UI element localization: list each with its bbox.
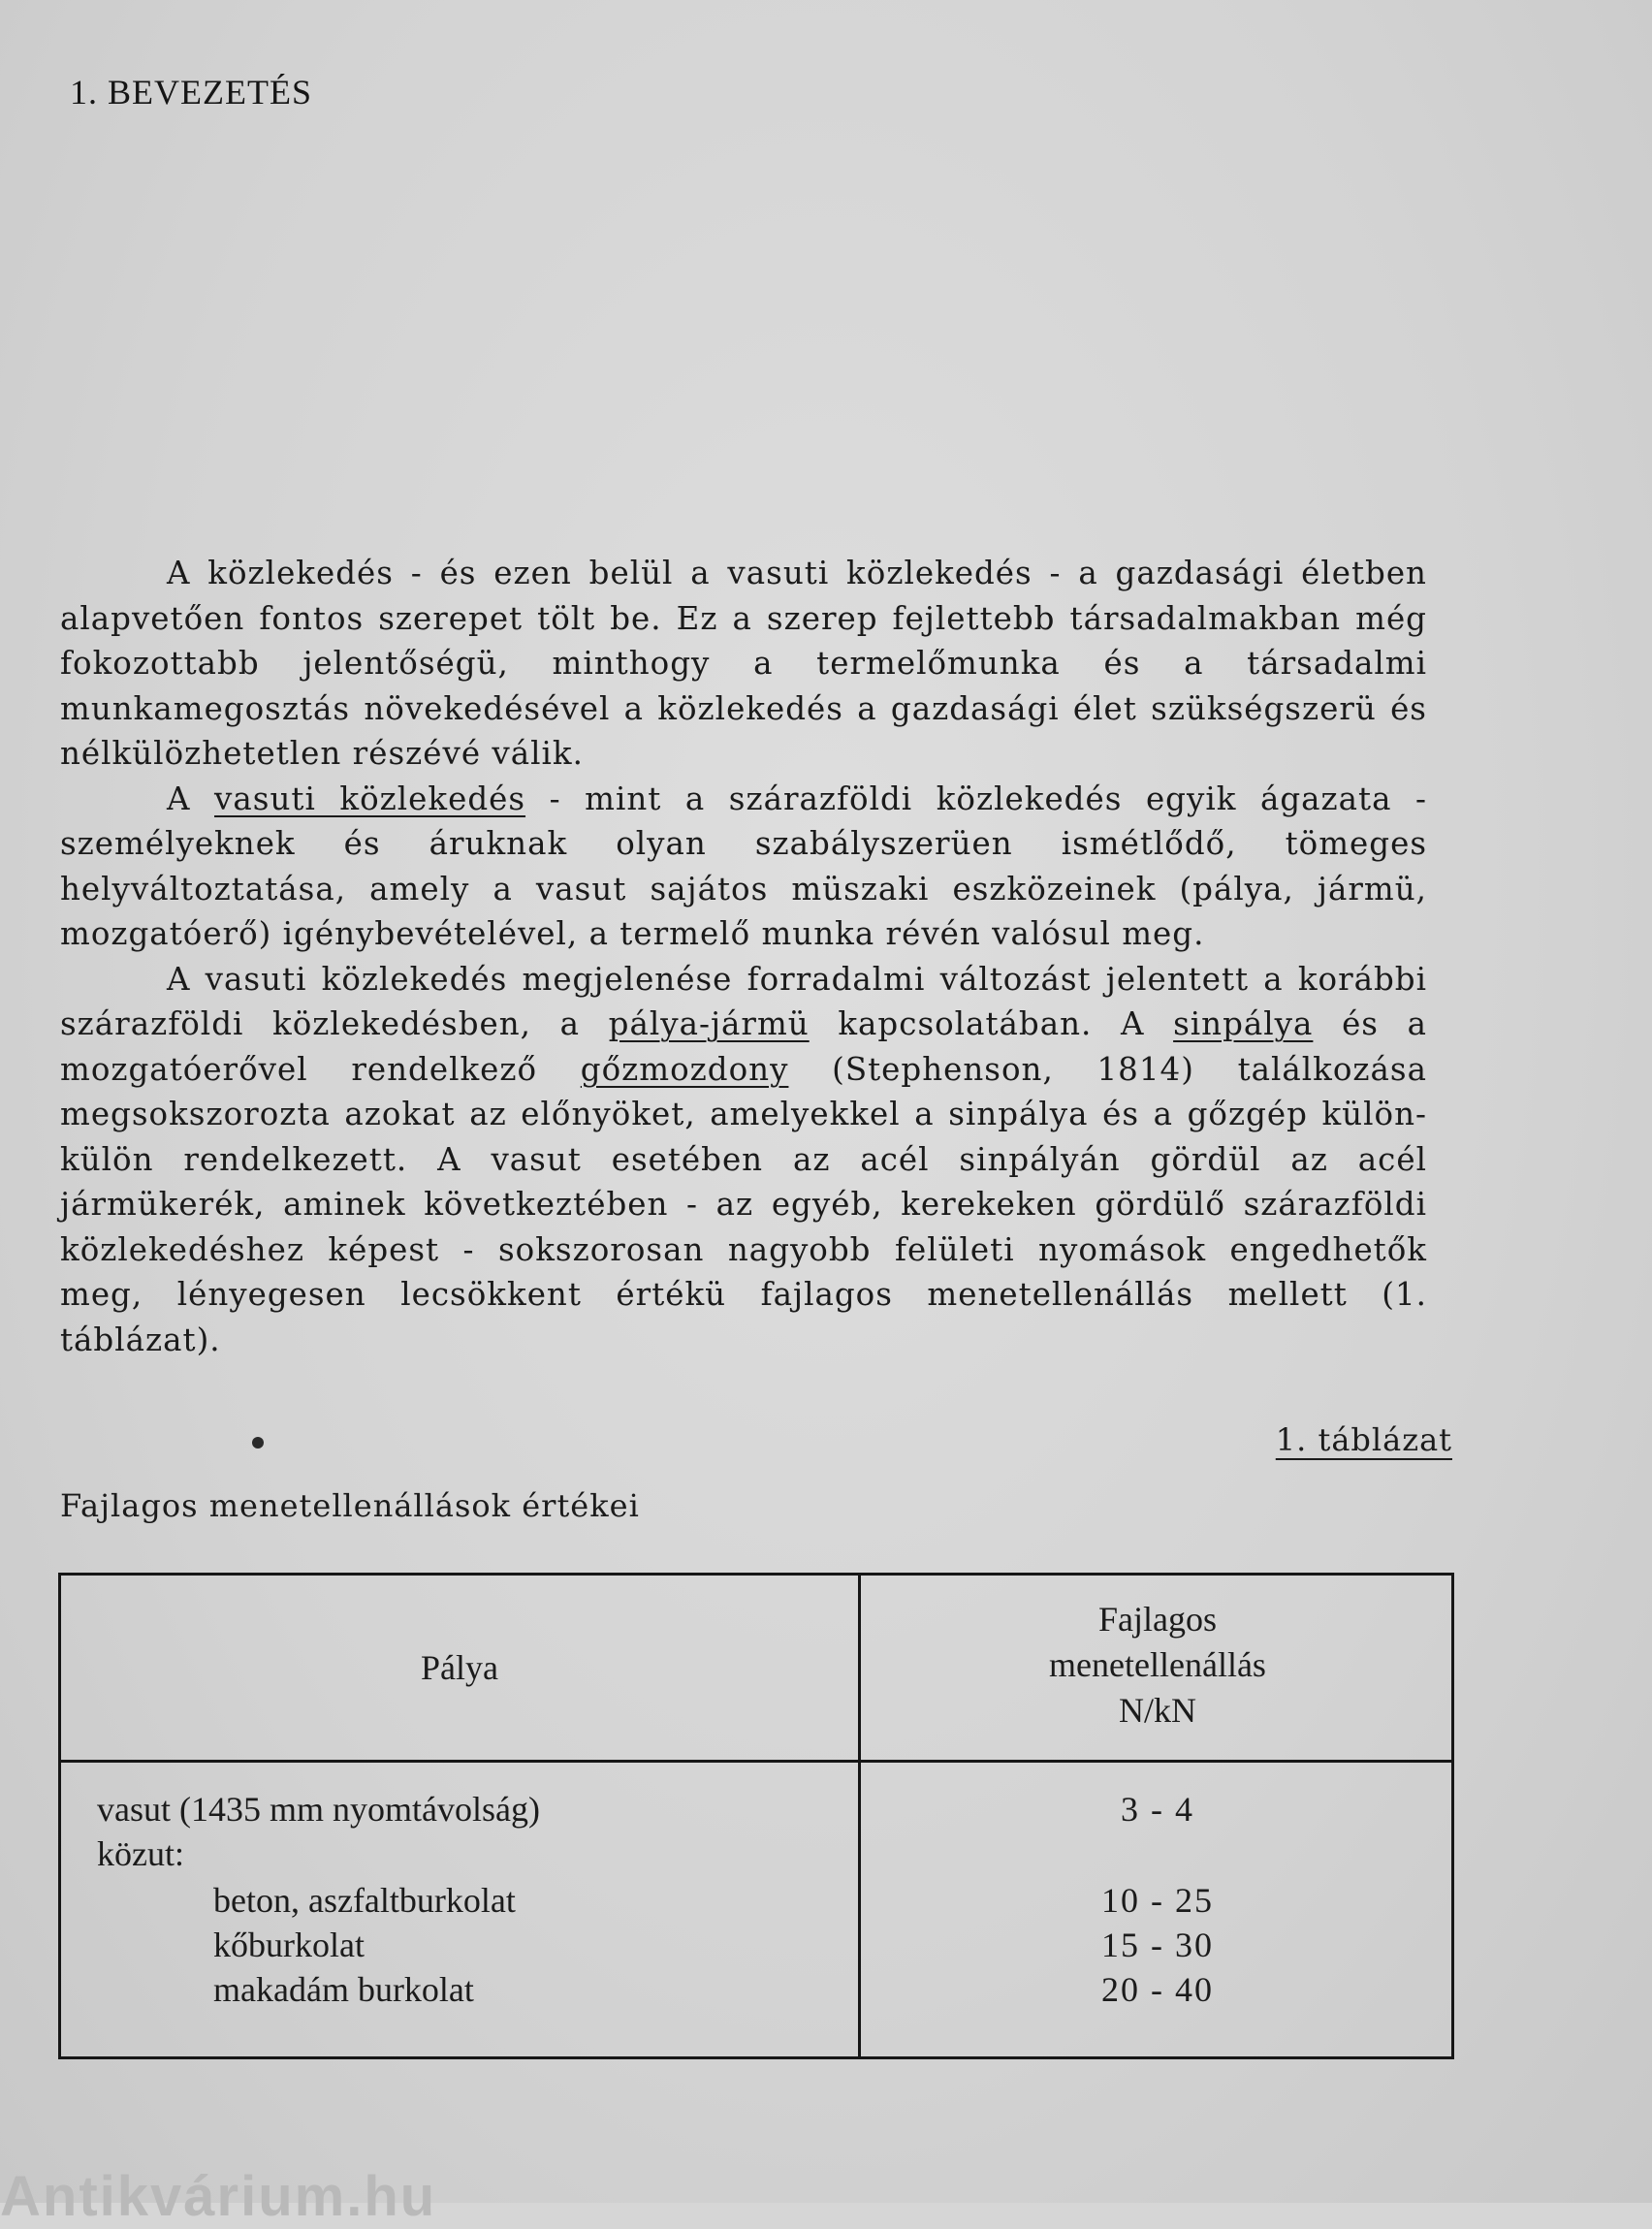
table-row-label: beton, aszfaltburkolat bbox=[213, 1881, 516, 1920]
table-row-label: makadám burkolat bbox=[213, 1970, 474, 2009]
term-vasuti-kozlekedes: vasuti közlekedés bbox=[214, 780, 526, 817]
watermark: Antikvárium.hu bbox=[0, 2165, 437, 2228]
paragraph-3-part-b: kapcsolatában. A bbox=[809, 1005, 1174, 1042]
table-row-label: közut: bbox=[97, 1834, 184, 1873]
paragraph-2 bbox=[60, 777, 1427, 957]
table-row-value: 20 - 40 bbox=[1101, 1970, 1214, 2009]
paragraph-2-rest: - mint a szárazföldi közlekedés egyik ágazata - személyeknek és áruknak olyan szabályszerüen ismétlődő, tömeges helyváltoztatása, amely a vasut sajátos müszaki eszközeinek (pálya, jármü, mozgatóerő) igénybevételével, a termelő munka révén valósul meg. bbox=[60, 780, 1427, 952]
table-number-label: 1. táblázat bbox=[1275, 1421, 1452, 1458]
table-header-line-3: N/kN bbox=[1119, 1691, 1196, 1730]
paragraph-3 bbox=[60, 957, 1427, 1363]
body-text bbox=[60, 551, 1427, 1362]
paragraph-2-start: A bbox=[167, 780, 215, 817]
table-header-divider bbox=[61, 1760, 1451, 1763]
print-speck bbox=[252, 1437, 264, 1449]
table-header-palya-text: Pálya bbox=[421, 1648, 498, 1687]
paragraph-3-part-c: és a mozgatóerővel rendelkező bbox=[60, 1005, 1427, 1088]
table-header-menetellenallas bbox=[861, 1597, 1454, 1734]
table-header-palya bbox=[61, 1576, 858, 1760]
paragraph-3-part-d: (Stephenson, 1814) találkozása megsokszorozta azokat az előnyöket, amelyekkel a sinpálya és a gőzgép külön-külön rendelkezett. A vasut esetében az acél sinpályán gördül az acél jármükerék, aminek következtében - az egyéb, kerekeken gördülő szárazföldi közlekedéshez képest - sokszorosan nagyobb felületi nyomások engedhetők meg, lényegesen lecsökkent értékü fajlagos menetellenállás mellett (1. táblázat). bbox=[60, 1050, 1427, 1358]
table-header-line-2: menetellenállás bbox=[1049, 1645, 1266, 1684]
table-caption: Fajlagos menetellenállások értékei bbox=[60, 1487, 640, 1524]
term-gozmozdony: gőzmozdony bbox=[580, 1050, 789, 1088]
term-sinpalya: sinpálya bbox=[1173, 1005, 1314, 1042]
section-heading: 1. BEVEZETÉS bbox=[70, 73, 312, 111]
table-row-label: kőburkolat bbox=[213, 1926, 365, 1964]
table-row-value: 3 - 4 bbox=[1121, 1790, 1194, 1829]
paragraph-1: A közlekedés - és ezen belül a vasuti közlekedés - a gazdasági életben alapvetően fontos szerepet tölt be. Ez a szerep fejlettebb társadalmakban még fokozottabb jelentőségü, minthogy a termelőmunka és a társadalmi munkamegosztás növekedésével a közlekedés a gazdasági élet szükségszerü és nélkülözhetetlen részévé válik. bbox=[60, 555, 1427, 772]
term-palya-jarmu: pálya-jármü bbox=[608, 1005, 810, 1042]
table-header-line-1: Fajlagos bbox=[1098, 1600, 1217, 1639]
paragraph-3-part-a: A vasuti közlekedés megjelenése forradalmi változást jelentett a korábbi szárazföldi közlekedésben, a bbox=[60, 960, 1427, 1042]
table-row-value: 10 - 25 bbox=[1101, 1881, 1214, 1920]
table-row-label: vasut (1435 mm nyomtávolság) bbox=[97, 1790, 540, 1829]
table-row-value: 15 - 30 bbox=[1101, 1926, 1214, 1964]
resistance-table bbox=[58, 1573, 1454, 2059]
